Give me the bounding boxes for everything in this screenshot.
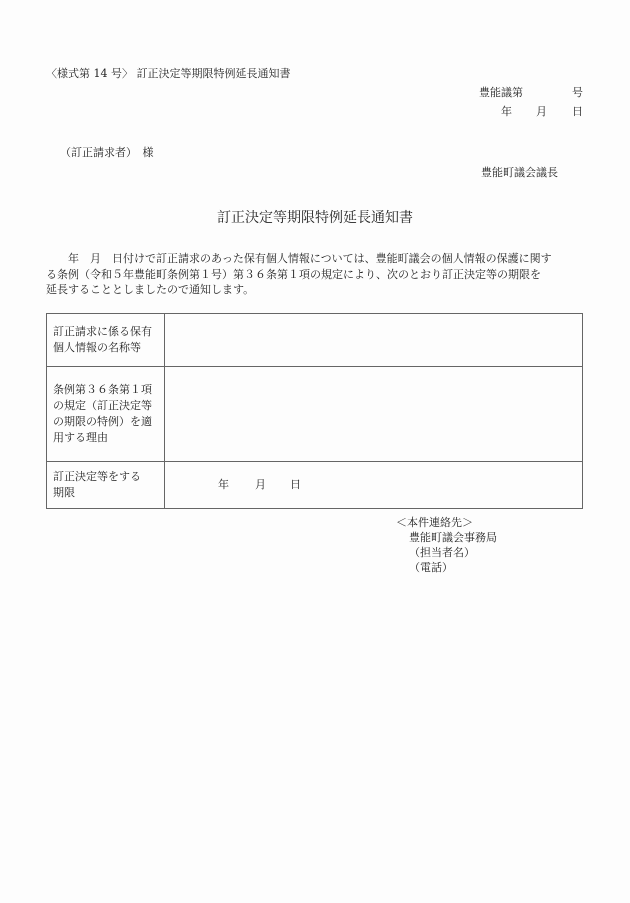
row-value-record-name	[165, 314, 583, 367]
row-value-reason	[165, 367, 583, 462]
contact-person: （担当者名）	[409, 546, 475, 559]
info-table	[46, 313, 583, 509]
document-number-prefix: 豊能議第	[479, 86, 523, 99]
document-number-suffix: 号	[572, 86, 583, 99]
body-line: 年 月 日付けで訂正請求のあった保有個人情報については、豊能町議会の個人情報の保護に関す	[46, 252, 552, 265]
deadline-day: 日	[290, 478, 301, 491]
body-paragraph	[46, 251, 586, 298]
contact-heading: ＜本件連絡先＞	[396, 516, 473, 529]
body-line: る条例（令和５年豊能町条例第１号）第３６条第１項の規定により、次のとおり訂正決定等の期限を	[46, 267, 541, 281]
document-date	[479, 103, 583, 117]
date-year: 年	[501, 105, 512, 118]
deadline-month: 月	[255, 478, 266, 491]
sender: 豊能町議会議長	[481, 166, 558, 179]
row-label-reason: 条例第３６条第１項 の規定（訂正決定等 の期限の特例）を適 用する理由	[47, 367, 165, 462]
contact-office: 豊能町議会事務局	[409, 531, 497, 544]
table-row	[47, 367, 583, 462]
date-day: 日	[572, 105, 583, 118]
table-row	[47, 314, 583, 367]
row-label-deadline: 訂正決定等をする 期限	[47, 462, 165, 509]
table-row	[47, 462, 583, 509]
row-label-record-name: 訂正請求に係る保有 個人情報の名称等	[47, 314, 165, 367]
body-line: 延長することとしましたので通知します。	[46, 283, 255, 296]
contact-block	[396, 515, 497, 575]
addressee: （訂正請求者） 様	[60, 146, 154, 159]
row-value-deadline	[165, 462, 583, 509]
date-month: 月	[536, 105, 547, 118]
contact-phone: （電話）	[409, 561, 453, 574]
form-label: 〈様式第 14 号〉 訂正決定等期限特例延長通知書	[46, 67, 291, 80]
deadline-year: 年	[218, 478, 229, 491]
document-title: 訂正決定等期限特例延長通知書	[217, 210, 413, 226]
